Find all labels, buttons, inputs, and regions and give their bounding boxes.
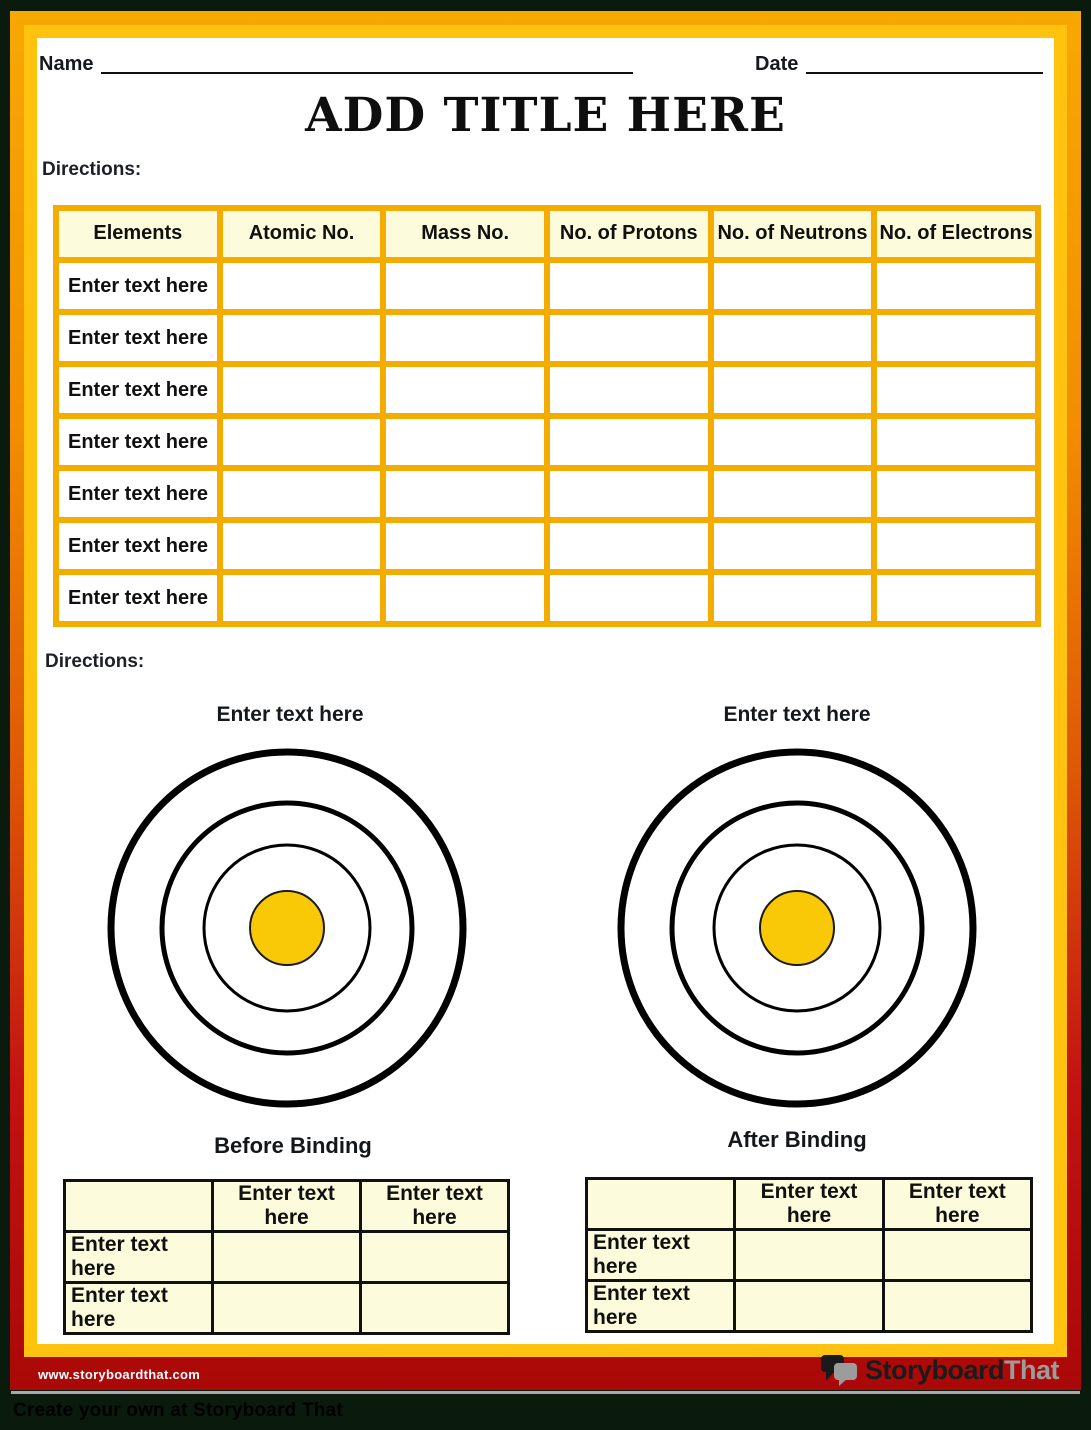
before-table-cell[interactable] — [361, 1232, 509, 1283]
value-cell[interactable] — [383, 572, 547, 624]
worksheet-page — [37, 38, 1054, 1344]
elements-table-row — [56, 260, 1038, 312]
right-diagram-caption[interactable]: Enter text here — [723, 703, 871, 726]
after-table-cell[interactable]: Enter text here — [587, 1281, 735, 1332]
after-binding-label: After Binding — [727, 1127, 867, 1152]
directions-label-2: Directions: — [45, 651, 145, 672]
bohr-model-before — [97, 738, 477, 1118]
value-cell[interactable] — [547, 260, 711, 312]
page-frame — [10, 11, 1081, 1390]
frame-bottom-edge — [11, 1391, 1080, 1394]
after-table-row — [587, 1230, 1032, 1281]
elements-table-row — [56, 364, 1038, 416]
value-cell[interactable] — [711, 312, 875, 364]
after-table-cell[interactable] — [587, 1179, 735, 1230]
value-cell[interactable] — [220, 260, 384, 312]
before-table-row — [65, 1283, 509, 1334]
value-cell[interactable] — [383, 260, 547, 312]
inner-gold-border — [24, 25, 1067, 1357]
element-name-cell[interactable]: Enter text here — [56, 260, 220, 312]
value-cell[interactable] — [383, 364, 547, 416]
value-cell[interactable] — [711, 572, 875, 624]
value-cell[interactable] — [711, 468, 875, 520]
elements-table-row — [56, 416, 1038, 468]
before-table-cell[interactable] — [213, 1283, 361, 1334]
value-cell[interactable] — [220, 312, 384, 364]
elements-table-row — [56, 520, 1038, 572]
date-label: Date — [755, 53, 799, 75]
elements-table — [53, 205, 1041, 627]
before-table-row — [65, 1181, 509, 1232]
value-cell[interactable] — [220, 416, 384, 468]
element-name-cell[interactable]: Enter text here — [56, 468, 220, 520]
after-table-cell[interactable] — [883, 1230, 1031, 1281]
elements-table-row — [56, 572, 1038, 624]
before-table-row — [65, 1232, 509, 1283]
before-table-cell[interactable] — [213, 1232, 361, 1283]
before-table-cell[interactable]: Enter text here — [361, 1181, 509, 1232]
value-cell[interactable] — [711, 520, 875, 572]
before-table-cell[interactable]: Enter text here — [65, 1232, 213, 1283]
after-binding-table — [585, 1177, 1033, 1333]
after-table-cell[interactable] — [735, 1281, 883, 1332]
elements-table-header-4: No. of Neutrons — [711, 208, 875, 260]
speech-bubbles-icon — [820, 1354, 858, 1386]
before-table-cell[interactable] — [65, 1181, 213, 1232]
value-cell[interactable] — [547, 312, 711, 364]
value-cell[interactable] — [547, 468, 711, 520]
nucleus — [760, 891, 834, 965]
name-label: Name — [39, 53, 94, 75]
value-cell[interactable] — [874, 468, 1038, 520]
logo-text-storyboard: Storyboard — [864, 1354, 1004, 1385]
storyboardthat-logo[interactable] — [820, 1353, 1059, 1387]
value-cell[interactable] — [874, 312, 1038, 364]
element-name-cell[interactable]: Enter text here — [56, 520, 220, 572]
before-table-cell[interactable]: Enter text here — [213, 1181, 361, 1232]
after-table-cell[interactable]: Enter text here — [735, 1179, 883, 1230]
value-cell[interactable] — [220, 364, 384, 416]
elements-table-header-1: Atomic No. — [220, 208, 384, 260]
logo-text-that: That — [1004, 1354, 1059, 1385]
value-cell[interactable] — [547, 364, 711, 416]
value-cell[interactable] — [874, 364, 1038, 416]
after-table-row — [587, 1179, 1032, 1230]
value-cell[interactable] — [711, 416, 875, 468]
value-cell[interactable] — [383, 312, 547, 364]
logo-text — [864, 1354, 1059, 1385]
after-table-cell[interactable] — [735, 1230, 883, 1281]
value-cell[interactable] — [874, 572, 1038, 624]
elements-table-row — [56, 468, 1038, 520]
after-table-cell[interactable]: Enter text here — [587, 1230, 735, 1281]
element-name-cell[interactable]: Enter text here — [56, 416, 220, 468]
value-cell[interactable] — [383, 416, 547, 468]
footer-tagline[interactable]: Create your own at Storyboard That — [13, 1400, 343, 1421]
elements-table-header-5: No. of Electrons — [874, 208, 1038, 260]
before-table-cell[interactable]: Enter text here — [65, 1283, 213, 1334]
page-title[interactable]: ADD TITLE HERE — [305, 88, 786, 143]
value-cell[interactable] — [874, 520, 1038, 572]
elements-table-header-row — [56, 208, 1038, 260]
element-name-cell[interactable]: Enter text here — [56, 312, 220, 364]
value-cell[interactable] — [547, 416, 711, 468]
before-table-cell[interactable] — [361, 1283, 509, 1334]
name-input-line[interactable] — [101, 54, 633, 74]
elements-table-header-3: No. of Protons — [547, 208, 711, 260]
after-table-row — [587, 1281, 1032, 1332]
before-binding-label: Before Binding — [214, 1133, 372, 1158]
nucleus — [250, 891, 324, 965]
after-table-cell[interactable] — [883, 1281, 1031, 1332]
bohr-model-after — [607, 738, 987, 1118]
value-cell[interactable] — [383, 520, 547, 572]
left-diagram-caption[interactable]: Enter text here — [216, 703, 364, 726]
before-binding-table — [63, 1179, 510, 1335]
date-field — [755, 54, 1043, 74]
value-cell[interactable] — [547, 520, 711, 572]
value-cell[interactable] — [874, 260, 1038, 312]
value-cell[interactable] — [711, 260, 875, 312]
value-cell[interactable] — [383, 468, 547, 520]
elements-table-header-2: Mass No. — [383, 208, 547, 260]
element-name-cell[interactable]: Enter text here — [56, 572, 220, 624]
elements-table-header-0: Elements — [56, 208, 220, 260]
value-cell[interactable] — [220, 520, 384, 572]
value-cell[interactable] — [220, 468, 384, 520]
element-name-cell[interactable]: Enter text here — [56, 364, 220, 416]
value-cell[interactable] — [874, 416, 1038, 468]
footer-url[interactable]: www.storyboardthat.com — [38, 1367, 201, 1382]
value-cell[interactable] — [220, 572, 384, 624]
date-input-line[interactable] — [806, 54, 1043, 74]
elements-table-row — [56, 312, 1038, 364]
directions-label-1: Directions: — [42, 159, 142, 180]
value-cell[interactable] — [711, 364, 875, 416]
value-cell[interactable] — [547, 572, 711, 624]
after-table-cell[interactable]: Enter text here — [883, 1179, 1031, 1230]
name-field — [39, 54, 633, 74]
